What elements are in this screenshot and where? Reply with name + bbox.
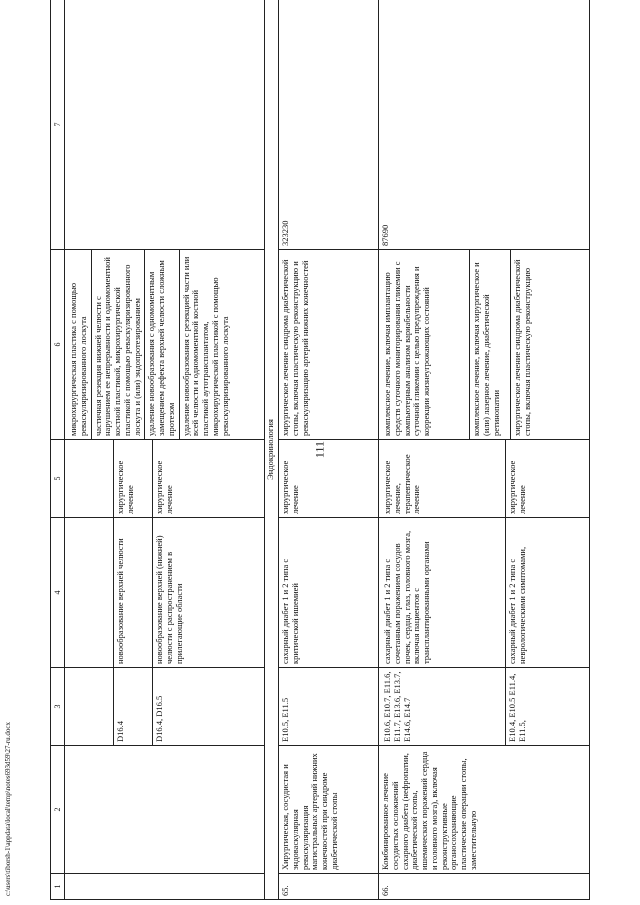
cell-profile: Хирургическая, сосудистая и эндоваскулярная реваскуляризация магистральных артерий нижних конечностей при синдроме диабетической стопы	[279, 746, 379, 874]
cell-method: комплексное лечение, включая имплантацию средств суточного мониторирования гликемии с компьютерным анализом вариабельности суточной гликемии с целью предупреждения и коррекции жизнеугрожающих состояний	[382, 261, 432, 436]
cell-treatment: хирургическое лечение	[152, 440, 177, 517]
header-row	[51, 0, 65, 900]
cell-method: частичная резекция нижней челюсти с нарушением ее непрерывности и одномоментной костной пластикой, микрохирургической пластикой с помощью реваскуляризированного лоскута и (или) эндопротезированием	[91, 250, 145, 439]
cell-code: E10.6, E10.7, E11.6, E11.7, E13.6, E13.7, E14.6, E14.7	[382, 671, 412, 742]
cell-treatment: хирургическое лечение	[279, 440, 379, 518]
cell-model: сахарный диабет 1 и 2 типа с критической ишемией	[279, 518, 379, 668]
page-number: 111	[312, 440, 327, 459]
table-row	[379, 0, 590, 900]
row-number: 65.	[279, 874, 379, 900]
cell-model: сахарный диабет 1 и 2 типа с неврологическими симптомами,	[505, 518, 530, 667]
col-header-6: 6	[51, 250, 65, 440]
cell-method: микрохирургическая пластика с помощью реваскуляризированного лоскута	[68, 282, 88, 436]
cell-code: E10.4, E10.5 E11.4, E11.5,	[505, 668, 530, 745]
cell-profile: Комбинированное лечение сосудистых осложнений сахарного диабета (нефропатии, диабетической стопы, ишемических поражений сердца и головного мозга), включая реконструктивные органосохраняющие пластические операции стопы, заместительную	[379, 746, 590, 874]
col-header-5: 5	[51, 440, 65, 518]
cell-code: D16.4	[113, 668, 152, 745]
cell-method: удаление новообразования с одномоментным замещением дефекта верхней челюсти сложным протезом	[144, 250, 178, 439]
cell-code: E10.5, E11.5	[279, 668, 379, 746]
table-row	[279, 0, 379, 900]
cell-method: удаление новообразования с резекцией части или всей челюсти и одномоментной костной пластикой аутотрансплантатом, микрохирургической пластикой с помощью реваскуляризированного лоскута	[179, 250, 233, 439]
row-number: 66.	[379, 874, 590, 900]
col-header-2: 2	[51, 746, 65, 874]
cell-method: хирургическое лечение синдрома диабетической стопы, включая пластическую реконструкцию и реваскуляризацию артерий нижних конечностей	[279, 250, 379, 440]
cell-model: новообразование верхней челюсти	[113, 518, 152, 667]
col-header-1: 1	[51, 874, 65, 900]
table-row	[65, 0, 265, 900]
col-header-3: 3	[51, 668, 65, 746]
section-title: Эндокринология	[265, 0, 279, 900]
treatment-table	[50, 0, 590, 900]
cell-model: новообразование верхней (нижней) челюсти с распространением в прилегающие области	[152, 518, 186, 667]
cell-cost: 323230	[279, 0, 379, 250]
cell-treatment: хирургическое лечение, терапевтическое лечение	[382, 454, 422, 514]
cell-cost: 87690	[379, 0, 590, 250]
cell-treatment: хирургическое лечение	[505, 440, 530, 517]
cell-model: сахарный диабет 1 и 2 типа с сочетанным поражением сосудов почек, сердца, глаз, головного мозга, включая пациентов с трансплантированными органами	[382, 530, 432, 664]
col-header-4: 4	[51, 518, 65, 668]
cell-method: комплексное лечение, включая хирургическое и (или) лазерное лечение, диабетической ретинопатии	[469, 250, 510, 439]
footer-path: c:\users\tiborsh-1\appdata\local\temp\notes693d59\27-ru.docx	[4, 722, 12, 896]
section-row	[265, 0, 279, 900]
cell-code: D16.4, D16.5	[152, 668, 167, 745]
cell-method: хирургическое лечение синдрома диабетической стопы, включая пластическую реконструкцию	[510, 250, 535, 439]
cell-treatment: хирургическое лечение	[113, 440, 152, 517]
rotated-table-wrapper	[50, 0, 590, 900]
col-header-7: 7	[51, 0, 65, 250]
